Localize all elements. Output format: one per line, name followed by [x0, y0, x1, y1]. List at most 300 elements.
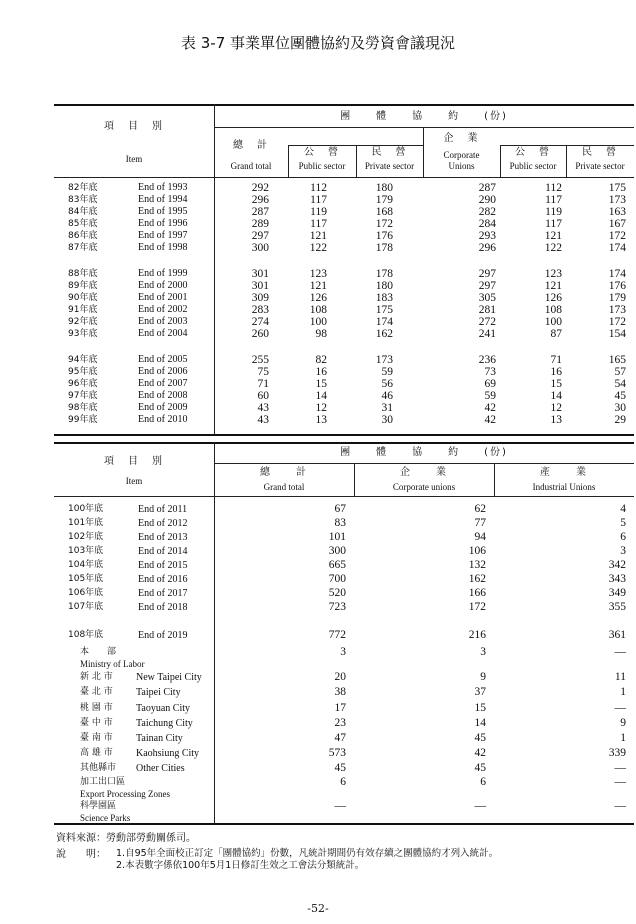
table2-corp-zh: 企 業 [400, 467, 448, 478]
table-cell: 12 [315, 402, 327, 414]
table-row [54, 671, 634, 684]
row-label-zh: 臺 南 市 [80, 733, 113, 743]
table-cell: 6 [340, 776, 346, 788]
table-cell: 46 [381, 390, 393, 402]
table-cell: — [614, 800, 626, 812]
table-cell: 290 [478, 194, 496, 206]
row-label-zh: 本 部 [80, 647, 117, 657]
table-cell: 117 [545, 194, 562, 206]
table-cell: 174 [375, 316, 393, 328]
row-label-en: End of 2002 [138, 304, 188, 315]
table-cell: 241 [478, 328, 496, 340]
table1-item-en: Item [125, 154, 143, 164]
table-cell: 309 [251, 292, 269, 304]
table-row [54, 304, 634, 316]
table-cell: 57 [614, 366, 626, 378]
table-row [54, 206, 634, 218]
row-label-zh: 高 雄 市 [80, 748, 113, 758]
row-label-en: End of 2005 [138, 354, 188, 365]
table-cell: 38 [334, 686, 346, 698]
table1-cpublic-en: Public sector [509, 161, 557, 171]
table-row [54, 268, 634, 280]
table-cell: 178 [375, 268, 393, 280]
table-row [54, 646, 634, 669]
table-cell: 71 [257, 378, 269, 390]
table-cell: 274 [251, 316, 269, 328]
table2-ind-zh: 產 業 [540, 467, 588, 478]
row-label-zh: 88年底 [68, 269, 98, 279]
table-cell: 20 [334, 671, 346, 683]
row-label-en: End of 1995 [138, 206, 188, 217]
row-label-zh: 桃 園 市 [80, 703, 113, 713]
table-cell: 117 [310, 218, 327, 230]
row-label-en: Other Cities [136, 763, 185, 774]
table-cell: 45 [614, 390, 626, 402]
row-label-en: Taoyuan City [136, 703, 191, 714]
table-cell: 15 [474, 702, 486, 714]
row-label-en: End of 1999 [138, 268, 188, 279]
table-row [54, 390, 634, 402]
table-cell: 59 [381, 366, 393, 378]
table-row [54, 316, 634, 328]
row-label-en: End of 2008 [138, 390, 188, 401]
table-row [54, 503, 634, 516]
table-cell: 15 [550, 378, 562, 390]
table-cell: 167 [608, 218, 626, 230]
row-label-en: Science Parks [80, 813, 131, 823]
table1-corp-en2: Unions [448, 161, 475, 171]
table-cell: 132 [468, 559, 486, 571]
row-label-zh: 97年底 [68, 391, 98, 401]
table2-ind-en: Industrial Unions [532, 482, 596, 492]
table-cell: 13 [550, 414, 562, 426]
row-label-en: End of 2014 [138, 546, 188, 557]
row-label-en: End of 2019 [138, 630, 188, 641]
table-cell: 166 [468, 587, 486, 599]
table1-sub-rule-b [500, 145, 634, 146]
table-row [54, 328, 634, 340]
row-label-zh: 84年底 [68, 207, 98, 217]
table1-private-zh: 民 營 [371, 147, 408, 158]
table-cell: 3 [620, 545, 626, 557]
table-cell: 172 [468, 601, 486, 613]
row-label-en: End of 2016 [138, 574, 188, 585]
table-cell: 162 [375, 328, 393, 340]
table-cell: 179 [375, 194, 393, 206]
table-cell: 175 [608, 182, 626, 194]
table-cell: 11 [614, 671, 626, 683]
table-cell: 42 [474, 747, 486, 759]
table-row [54, 776, 634, 799]
table1-header-rule [54, 177, 634, 178]
table-row [54, 747, 634, 760]
table-cell: 216 [468, 629, 486, 641]
table-cell: 301 [251, 268, 269, 280]
table-cell: 13 [315, 414, 327, 426]
table-cell: 772 [328, 629, 346, 641]
row-label-en: End of 2000 [138, 280, 188, 291]
table-cell: 83 [334, 517, 346, 529]
row-label-en: End of 1994 [138, 194, 188, 205]
table-cell: 183 [375, 292, 393, 304]
table1-bottom-rule [54, 434, 634, 436]
row-label-zh: 103年底 [68, 546, 104, 556]
table-cell: 165 [608, 354, 626, 366]
table-cell: 87 [550, 328, 562, 340]
page-title: 表 3-7 事業單位團體協約及勞資會議現況 [180, 34, 456, 52]
table-cell: 1 [620, 732, 626, 744]
table-row [54, 182, 634, 194]
table-cell: 16 [315, 366, 327, 378]
table-row [54, 517, 634, 530]
row-label-en: End of 1993 [138, 182, 188, 193]
table-row [54, 194, 634, 206]
row-label-en: End of 2009 [138, 402, 188, 413]
table-cell: 43 [257, 402, 269, 414]
row-label-zh: 92年底 [68, 317, 98, 327]
row-label-zh: 96年底 [68, 379, 98, 389]
table-cell: 255 [251, 354, 269, 366]
table1-top-rule [54, 104, 634, 106]
row-label-en: End of 2003 [138, 316, 188, 327]
table-cell: 121 [309, 280, 327, 292]
table-cell: 122 [309, 242, 327, 254]
table-cell: — [614, 776, 626, 788]
table-cell: 339 [608, 747, 626, 759]
table-cell: — [614, 646, 626, 658]
table1-cprivate-en: Private sector [575, 161, 625, 171]
table-cell: 176 [375, 230, 393, 242]
table-cell: 123 [544, 268, 562, 280]
table1-total-en: Grand total [230, 161, 272, 171]
table-cell: 287 [478, 182, 496, 194]
table-cell: 723 [328, 601, 346, 613]
row-label-zh: 108年底 [68, 630, 104, 640]
row-label-en: End of 2004 [138, 328, 188, 339]
row-label-en: End of 1996 [138, 218, 188, 229]
table-cell: 180 [375, 182, 393, 194]
table2-corp-en: Corporate unions [392, 482, 456, 492]
table-cell: 45 [474, 732, 486, 744]
table-row [54, 366, 634, 378]
table-cell: 260 [251, 328, 269, 340]
row-label-zh: 102年底 [68, 532, 104, 542]
table-cell: 293 [478, 230, 496, 242]
row-label-zh: 90年底 [68, 293, 98, 303]
table-row [54, 601, 634, 614]
table2-bottom-rule [54, 823, 634, 825]
table-cell: 31 [381, 402, 393, 414]
table-cell: 119 [310, 206, 327, 218]
page-number: -52- [307, 902, 329, 915]
table-cell: 173 [608, 304, 626, 316]
table-cell: 300 [251, 242, 269, 254]
table-cell: 154 [608, 328, 626, 340]
row-label-en: Kaohsiung City [136, 748, 200, 759]
table-cell: 349 [608, 587, 626, 599]
row-label-en: End of 2018 [138, 602, 188, 613]
table-cell: 180 [375, 280, 393, 292]
table-cell: 122 [544, 242, 562, 254]
table-row [54, 230, 634, 242]
table-row [54, 559, 634, 572]
table-cell: 175 [375, 304, 393, 316]
table-cell: 100 [544, 316, 562, 328]
table-cell: — [614, 702, 626, 714]
table1-cprivate-zh: 民 營 [582, 147, 618, 158]
table-cell: 342 [608, 559, 626, 571]
table-cell: — [474, 800, 486, 812]
table-cell: 9 [620, 717, 626, 729]
table-cell: 121 [544, 280, 562, 292]
row-label-en: End of 2011 [138, 504, 188, 515]
row-label-en: New Taipei City [136, 672, 202, 683]
table-row [54, 280, 634, 292]
table-cell: 281 [478, 304, 496, 316]
table-row [54, 402, 634, 414]
table-cell: 520 [328, 587, 346, 599]
table-cell: 174 [608, 268, 626, 280]
table-cell: 6 [620, 531, 626, 543]
table-cell: 168 [375, 206, 393, 218]
table-row [54, 686, 634, 699]
table-cell: 361 [608, 629, 626, 641]
table-row [54, 800, 634, 823]
table-cell: 106 [468, 545, 486, 557]
row-label-en: End of 2012 [138, 518, 188, 529]
row-label-zh: 105年底 [68, 574, 104, 584]
table-cell: 162 [468, 573, 486, 585]
table-cell: 47 [334, 732, 346, 744]
table-cell: 3 [340, 646, 346, 658]
table-cell: 3 [480, 646, 486, 658]
table2-group-title: 團 體 協 約 (份) [340, 447, 508, 458]
row-label-en: Taipei City [136, 687, 181, 698]
table-cell: 14 [315, 390, 327, 402]
table-cell: 73 [484, 366, 496, 378]
table-row [54, 378, 634, 390]
table-cell: 60 [257, 390, 269, 402]
table-cell: 67 [334, 503, 346, 515]
table-cell: 30 [614, 402, 626, 414]
table-cell: 69 [484, 378, 496, 390]
table-row [54, 732, 634, 745]
table-cell: 172 [375, 218, 393, 230]
row-label-zh: 91年底 [68, 305, 98, 315]
table-cell: 300 [328, 545, 346, 557]
table-cell: 101 [328, 531, 346, 543]
row-label-en: End of 2007 [138, 378, 188, 389]
table-cell: 296 [251, 194, 269, 206]
table-cell: 126 [544, 292, 562, 304]
notes-label: 說 明： [56, 849, 106, 860]
table-cell: 56 [381, 378, 393, 390]
table-cell: 37 [474, 686, 486, 698]
table-cell: 665 [328, 559, 346, 571]
table-row [54, 629, 634, 642]
table-cell: 119 [545, 206, 562, 218]
table-cell: 45 [474, 762, 486, 774]
row-label-zh: 新 北 市 [80, 672, 113, 682]
table-cell: 112 [545, 182, 562, 194]
table-row [54, 354, 634, 366]
row-label-zh: 86年底 [68, 231, 98, 241]
table-row [54, 573, 634, 586]
table-cell: 42 [484, 414, 496, 426]
row-label-en: Tainan City [136, 733, 183, 744]
table-cell: 17 [334, 702, 346, 714]
row-label-zh: 101年底 [68, 518, 104, 528]
table-cell: 296 [478, 242, 496, 254]
table-row [54, 292, 634, 304]
table1-cpublic-zh: 公 營 [515, 147, 551, 158]
note-2: 2.本表數字係依100年5月1日修訂生效之工會法分類統計。 [116, 860, 365, 871]
table-cell: 9 [480, 671, 486, 683]
table-cell: 108 [544, 304, 562, 316]
table1-private-en: Private sector [364, 161, 415, 171]
row-label-zh: 104年底 [68, 560, 104, 570]
table1-corp-zh: 企 業 [443, 133, 480, 144]
table-cell: 43 [257, 414, 269, 426]
table-cell: 112 [310, 182, 327, 194]
row-label-zh: 100年底 [68, 504, 104, 514]
table-cell: 100 [309, 316, 327, 328]
table1-total-zh: 總 計 [233, 140, 269, 151]
table2-top-rule [54, 442, 634, 444]
table-row [54, 762, 634, 775]
table-row [54, 545, 634, 558]
row-label-zh: 科學園區 [80, 801, 117, 811]
table-cell: 305 [478, 292, 496, 304]
row-label-zh: 98年底 [68, 403, 98, 413]
table1-item-zh: 項 目 別 [104, 121, 164, 132]
table-cell: 29 [614, 414, 626, 426]
table-cell: 15 [315, 378, 327, 390]
table-cell: 236 [478, 354, 496, 366]
table1-corp-en1: Corporate [443, 150, 480, 160]
row-label-en: Export Processing Zones [80, 789, 170, 799]
row-label-en: End of 1998 [138, 242, 188, 253]
table-cell: 14 [474, 717, 486, 729]
table-cell: 16 [550, 366, 562, 378]
row-label-zh: 82年底 [68, 183, 98, 193]
table-cell: 54 [614, 378, 626, 390]
table-row [54, 531, 634, 544]
table-cell: 297 [478, 280, 496, 292]
table-cell: 172 [608, 316, 626, 328]
table-cell: 700 [328, 573, 346, 585]
table-cell: 173 [608, 194, 626, 206]
table-cell: 178 [375, 242, 393, 254]
row-label-zh: 106年底 [68, 588, 104, 598]
table-cell: 12 [550, 402, 562, 414]
row-label-en: End of 2013 [138, 532, 188, 543]
row-label-zh: 89年底 [68, 281, 98, 291]
row-label-zh: 其他縣市 [80, 763, 117, 773]
row-label-zh: 85年底 [68, 219, 98, 229]
table1-public-en: Public sector [298, 161, 346, 171]
table2-total-zh: 總 計 [260, 467, 308, 478]
row-label-zh: 95年底 [68, 367, 98, 377]
table-cell: 121 [544, 230, 562, 242]
table-row [54, 242, 634, 254]
table-cell: 289 [251, 218, 269, 230]
table-cell: 287 [251, 206, 269, 218]
table-row [54, 414, 634, 426]
table-cell: 59 [484, 390, 496, 402]
table-cell: 23 [334, 717, 346, 729]
row-label-zh: 83年底 [68, 195, 98, 205]
table-row [54, 717, 634, 730]
table-cell: 1 [620, 686, 626, 698]
table-cell: — [614, 762, 626, 774]
table-cell: 82 [315, 354, 327, 366]
row-label-zh: 94年底 [68, 355, 98, 365]
table-cell: 573 [328, 747, 346, 759]
table-cell: 282 [478, 206, 496, 218]
table-cell: 343 [608, 573, 626, 585]
table-cell: 297 [478, 268, 496, 280]
table-cell: 30 [381, 414, 393, 426]
table-cell: 297 [251, 230, 269, 242]
table-cell: 163 [608, 206, 626, 218]
table-cell: 123 [309, 268, 327, 280]
row-label-en: Ministry of Labor [80, 659, 145, 669]
row-label-zh: 加工出口區 [80, 777, 126, 787]
table2-item-zh: 項 目 別 [104, 456, 164, 467]
table-cell: 174 [608, 242, 626, 254]
table-cell: 126 [309, 292, 327, 304]
table-cell: 6 [480, 776, 486, 788]
table-cell: 108 [309, 304, 327, 316]
table1-group-rule [214, 127, 634, 128]
table-cell: 94 [474, 531, 486, 543]
table2-group-rule [214, 463, 634, 464]
table2-total-en: Grand total [263, 482, 305, 492]
table2-header-rule [54, 496, 634, 497]
table-cell: 62 [474, 503, 486, 515]
table-cell: 173 [375, 354, 393, 366]
table-cell: 292 [251, 182, 269, 194]
row-label-zh: 93年底 [68, 329, 98, 339]
row-label-en: Taichung City [136, 718, 193, 729]
row-label-en: End of 2010 [138, 414, 188, 425]
table-cell: 4 [620, 503, 626, 515]
table2-item-en: Item [125, 476, 143, 486]
row-label-zh: 87年底 [68, 243, 98, 253]
table-row [54, 702, 634, 715]
row-label-zh: 臺 北 市 [80, 687, 113, 697]
table-cell: 71 [550, 354, 562, 366]
row-label-en: End of 1997 [138, 230, 188, 241]
table-cell: 42 [484, 402, 496, 414]
table-cell: 272 [478, 316, 496, 328]
row-label-en: End of 2017 [138, 588, 188, 599]
row-label-zh: 107年底 [68, 602, 104, 612]
table-row [54, 218, 634, 230]
table-cell: 5 [620, 517, 626, 529]
table1-public-zh: 公 營 [304, 147, 340, 158]
table-cell: 45 [334, 762, 346, 774]
note-1: 1.自95年全面校正訂定「團體協約」份數，凡統計期間仍有效存續之團體協約才列入統計。 [116, 848, 499, 859]
table-cell: — [334, 800, 346, 812]
table-cell: 179 [608, 292, 626, 304]
table-cell: 176 [608, 280, 626, 292]
row-label-zh: 99年底 [68, 415, 98, 425]
source-note: 資料來源：勞動部勞動關係司。 [56, 833, 196, 844]
table-cell: 283 [251, 304, 269, 316]
table-cell: 121 [309, 230, 327, 242]
